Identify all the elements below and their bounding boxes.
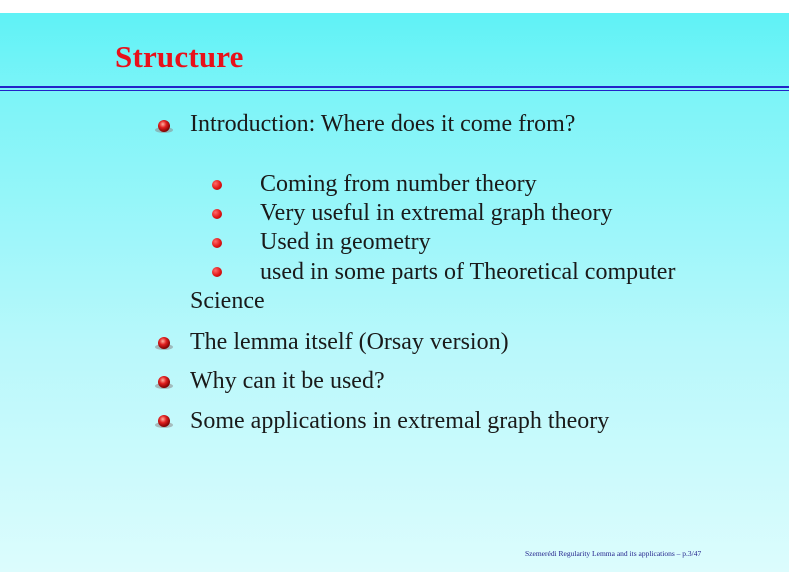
red-ball-icon (154, 119, 174, 134)
subitem-extremal-graph: Very useful in extremal graph theory (260, 200, 613, 226)
slide-footer: Szemerédi Regularity Lemma and its applications – p.3/47 (525, 549, 702, 558)
red-ball-icon (154, 336, 174, 351)
title-rule-thick (0, 86, 789, 88)
red-ball-icon (154, 375, 174, 390)
item-applications: Some applications in extremal graph theory (190, 408, 610, 434)
item-introduction: Introduction: Where does it come from? (190, 111, 576, 137)
title-rule-thin (0, 90, 789, 91)
slide (0, 13, 789, 572)
item-why-used: Why can it be used? (190, 368, 385, 394)
subitem-number-theory: Coming from number theory (260, 171, 537, 197)
red-dot-icon (212, 238, 222, 248)
red-dot-icon (212, 180, 222, 190)
subitem-theoretical-cs: used in some parts of Theoretical computer (260, 259, 676, 285)
red-dot-icon (212, 267, 222, 277)
red-ball-icon (154, 414, 174, 429)
red-dot-icon (212, 209, 222, 219)
item-lemma: The lemma itself (Orsay version) (190, 329, 509, 355)
slide-title: Structure (115, 39, 244, 74)
subitem-continuation: Science (190, 288, 265, 314)
subitem-geometry: Used in geometry (260, 229, 431, 255)
